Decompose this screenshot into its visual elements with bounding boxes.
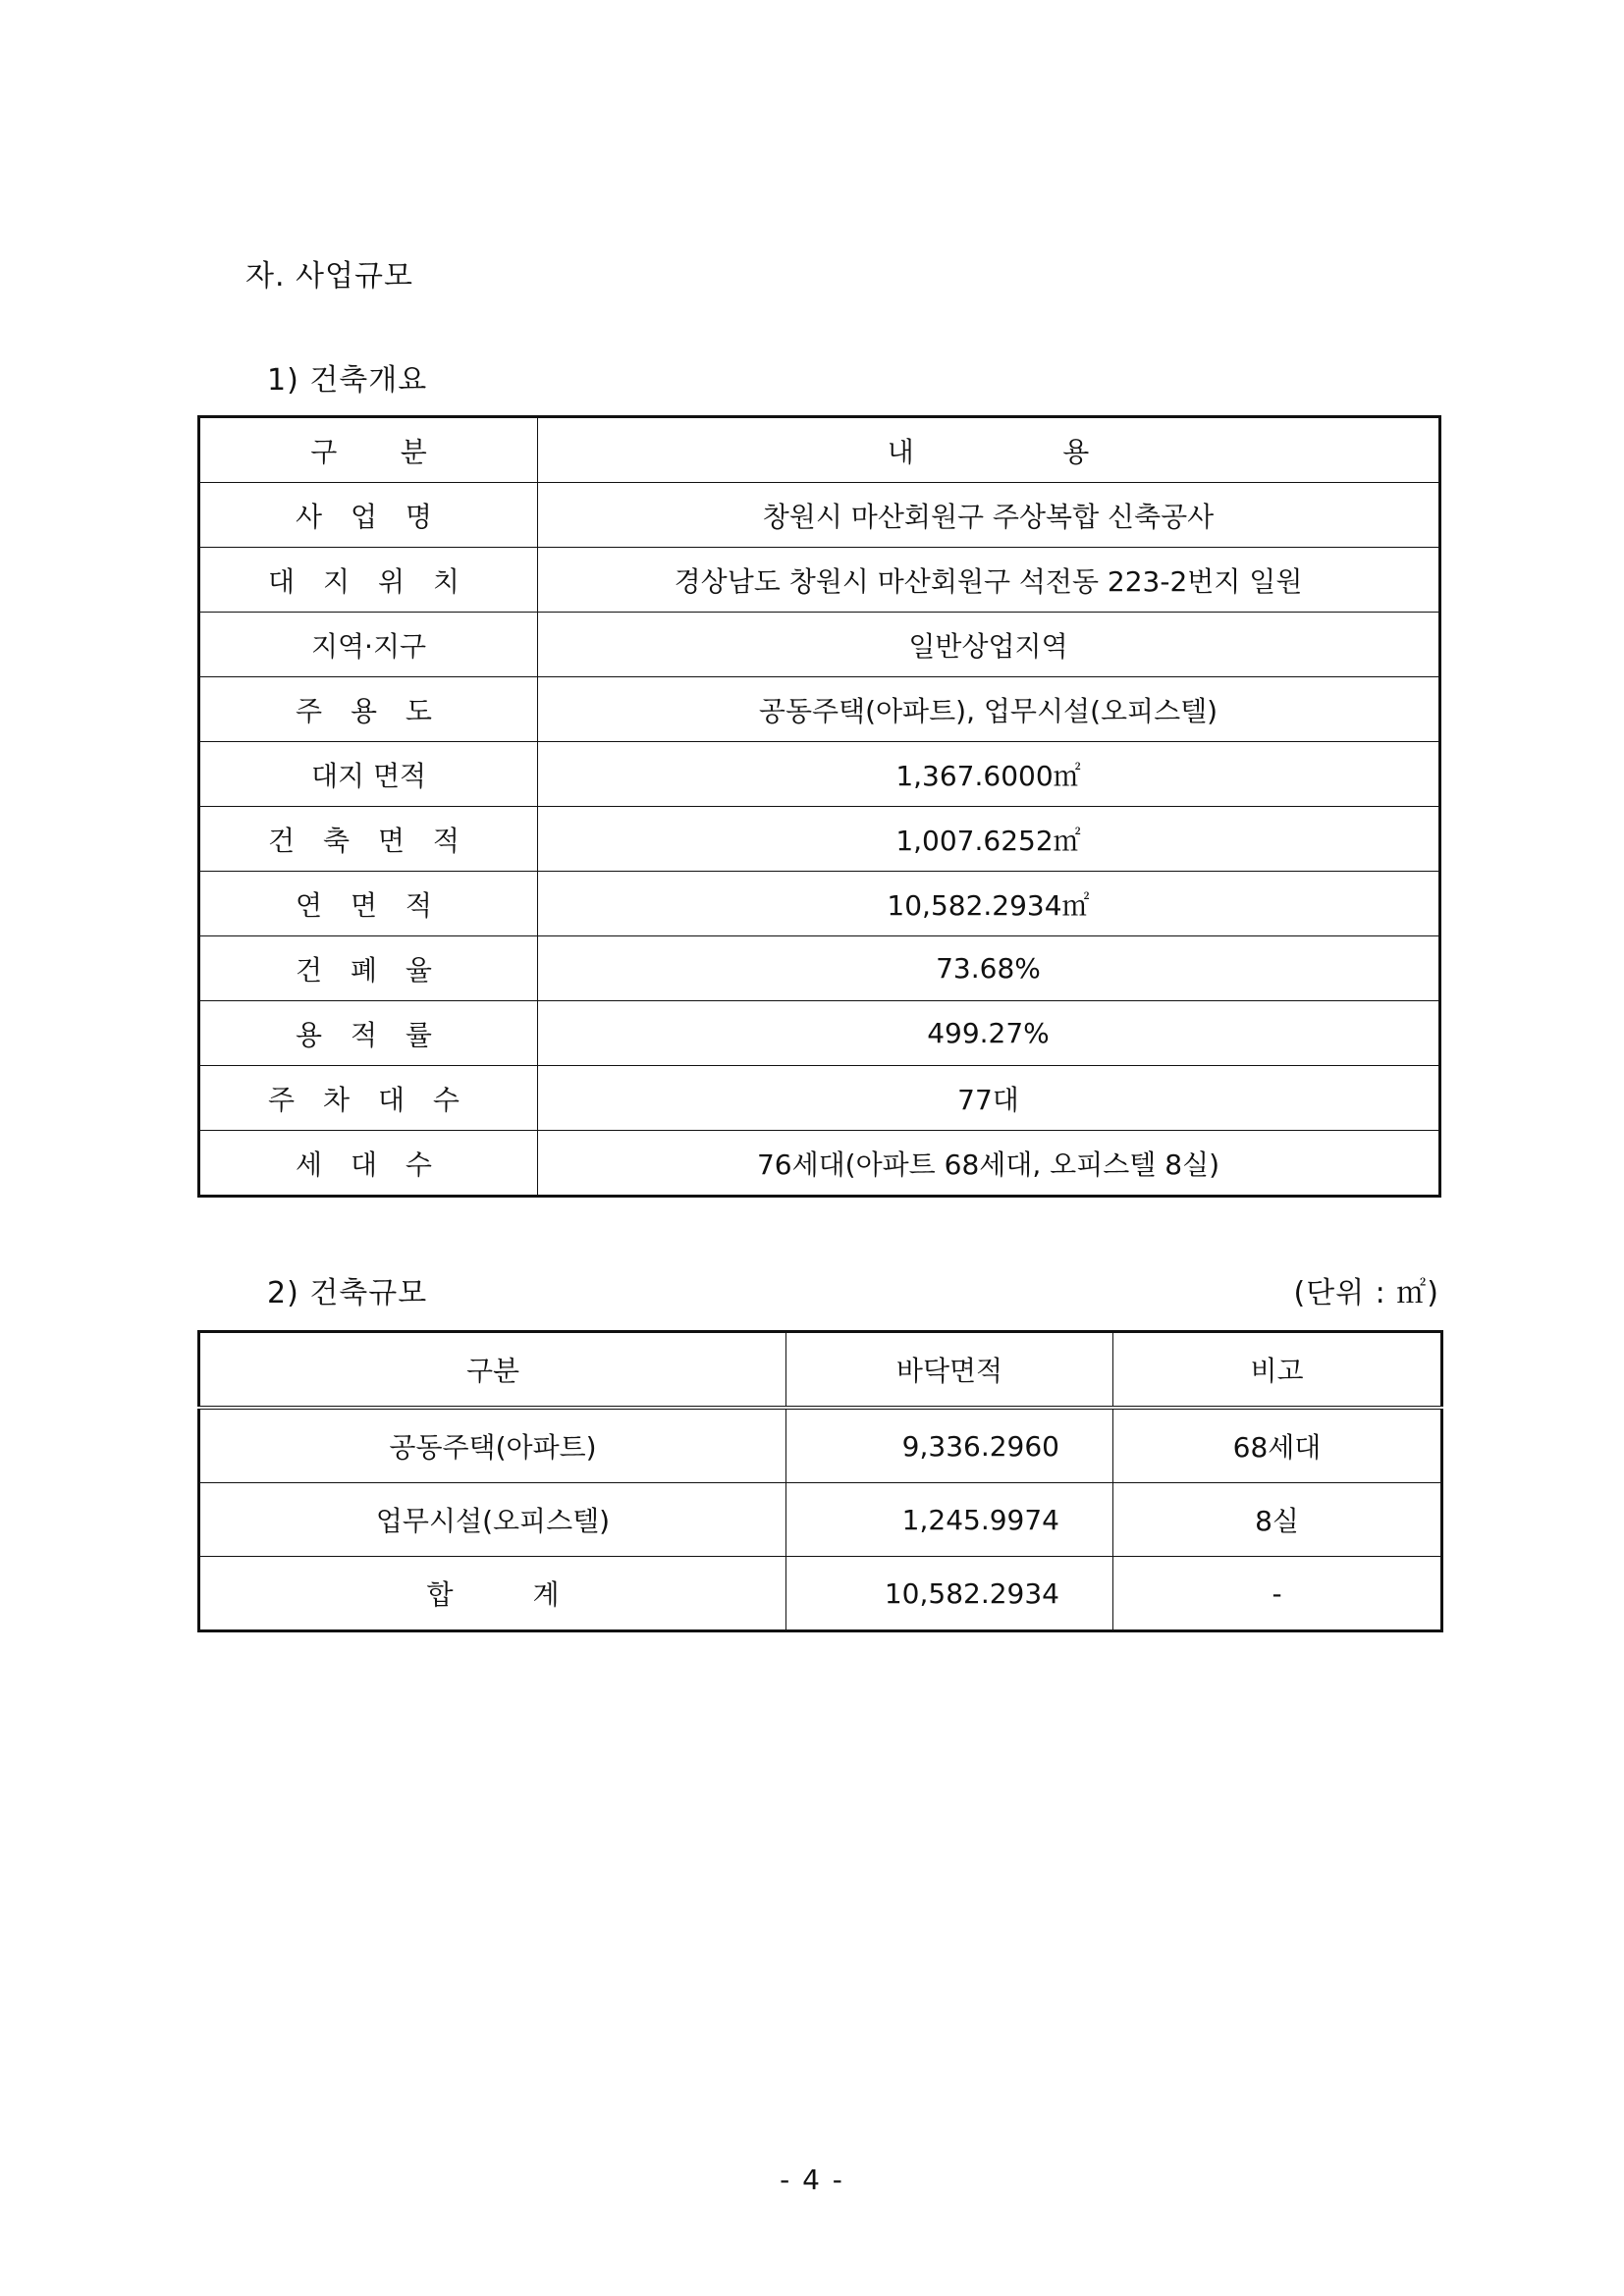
table-row (199, 1483, 1442, 1557)
row-label: 사 업 명 (199, 483, 538, 548)
overview-header-content (538, 417, 1440, 483)
row-value: 76세대(아파트 68세대, 오피스텔 8실) (538, 1131, 1440, 1197)
row-label: 연 면 적 (199, 872, 538, 936)
row-label: 지역·지구 (199, 613, 538, 677)
row-label: 세 대 수 (199, 1131, 538, 1197)
table-row (199, 936, 1440, 1001)
row-label: 용 적 률 (199, 1001, 538, 1066)
table-row (199, 1408, 1442, 1483)
row-value: 77대 (538, 1066, 1440, 1131)
row-area: 9,336.2960 (786, 1408, 1113, 1483)
row-value: 1,007.6252㎡ (538, 807, 1440, 872)
overview-header-content-a: 내 (887, 435, 914, 468)
scale-title: 2) 건축규모 (267, 1276, 428, 1310)
table-row (199, 677, 1440, 742)
table-row (199, 548, 1440, 613)
row-note: 68세대 (1113, 1408, 1442, 1483)
total-label-a: 합 (426, 1578, 454, 1611)
unit-label: (단위 : ㎡) (1293, 1276, 1439, 1310)
overview-header-row (199, 417, 1440, 483)
total-note: - (1113, 1557, 1442, 1631)
total-area: 10,582.2934 (786, 1557, 1113, 1631)
table-row (199, 807, 1440, 872)
overview-header-category-a: 구 (310, 435, 338, 468)
scale-header-area: 바닥면적 (786, 1332, 1113, 1409)
row-value: 경상남도 창원시 마산회원구 석전동 223-2번지 일원 (538, 548, 1440, 613)
overview-header-category (199, 417, 538, 483)
row-category: 업무시설(오피스텔) (199, 1483, 786, 1557)
overview-header-category-b: 분 (400, 435, 427, 468)
row-label: 주 용 도 (199, 677, 538, 742)
total-row (199, 1557, 1442, 1631)
table-row (199, 1001, 1440, 1066)
row-value: 73.68% (538, 936, 1440, 1001)
row-label: 주 차 대 수 (199, 1066, 538, 1131)
row-category: 공동주택(아파트) (199, 1408, 786, 1483)
row-value: 10,582.2934㎡ (538, 872, 1440, 936)
row-value: 공동주택(아파트), 업무시설(오피스텔) (538, 677, 1440, 742)
table-row (199, 1131, 1440, 1197)
building-overview-table (197, 415, 1441, 1198)
row-value: 창원시 마산회원구 주상복합 신축공사 (538, 483, 1440, 548)
row-value: 499.27% (538, 1001, 1440, 1066)
table-row (199, 483, 1440, 548)
row-label: 대 지 위 치 (199, 548, 538, 613)
building-scale-table (197, 1330, 1443, 1632)
overview-title: 1) 건축개요 (267, 363, 428, 398)
table-row (199, 872, 1440, 936)
total-label (199, 1557, 786, 1631)
scale-header-category: 구분 (199, 1332, 786, 1409)
row-label: 대지 면적 (199, 742, 538, 807)
scale-header-row (199, 1332, 1442, 1409)
table-row (199, 613, 1440, 677)
table-row (199, 1066, 1440, 1131)
table-row (199, 742, 1440, 807)
row-value: 1,367.6000㎡ (538, 742, 1440, 807)
section-title: 자. 사업규모 (245, 259, 413, 294)
row-area: 1,245.9974 (786, 1483, 1113, 1557)
scale-header-note: 비고 (1113, 1332, 1442, 1409)
row-label: 건 폐 율 (199, 936, 538, 1001)
total-label-b: 계 (532, 1578, 560, 1611)
page-number: - 4 - (780, 2163, 844, 2196)
row-label: 건 축 면 적 (199, 807, 538, 872)
overview-header-content-b: 용 (1062, 435, 1090, 468)
row-value: 일반상업지역 (538, 613, 1440, 677)
row-note: 8실 (1113, 1483, 1442, 1557)
